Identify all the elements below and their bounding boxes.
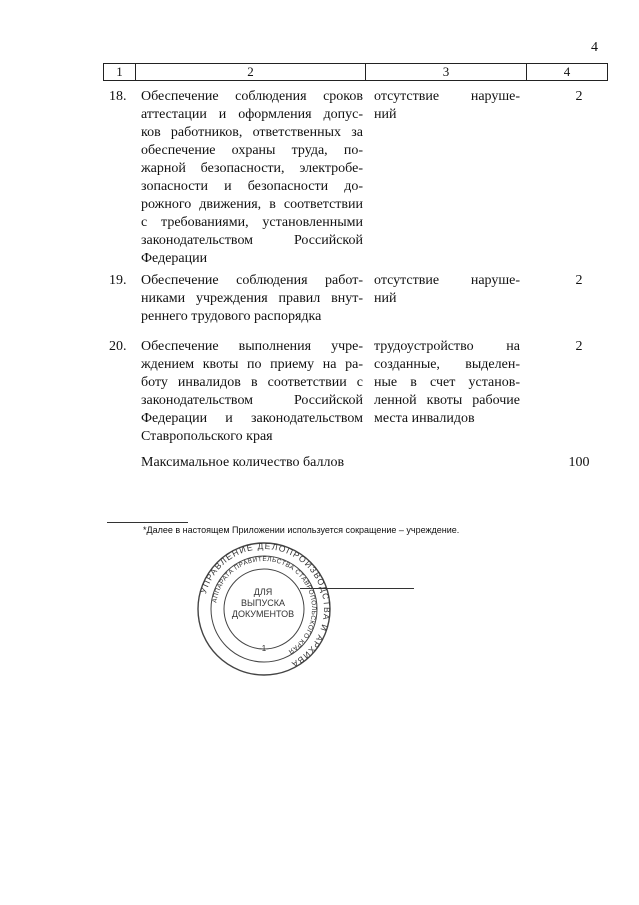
- stamp-ring-text: АППАРАТА ПРАВИТЕЛЬСТВА СТАВРОПОЛЬСКОГО КРАЯ: [211, 555, 318, 655]
- row-number: 20.: [109, 339, 127, 354]
- criterion-line: созданные, выделен-: [374, 357, 520, 372]
- column-header-2: 2: [136, 64, 366, 81]
- row-description: [141, 88, 363, 268]
- description-line: Федерации и законодательством: [141, 411, 363, 426]
- description-line: Обеспечение соблюдения работ-: [141, 273, 363, 288]
- column-header-3: 3: [366, 64, 527, 81]
- description-line: Обеспечение соблюдения сроков: [141, 89, 363, 104]
- description-line: боту инвалидов в соответствии с: [141, 375, 363, 390]
- criterion-line: ний: [374, 291, 397, 306]
- row-criterion: [374, 272, 520, 308]
- description-line: с требованиями, установленными: [141, 215, 363, 230]
- footnote-divider: [107, 522, 188, 523]
- row-criterion: [374, 88, 520, 124]
- description-line: Обеспечение выполнения учре-: [141, 339, 363, 354]
- criterion-line: отсутствие наруше-: [374, 273, 520, 288]
- row-criterion: [374, 338, 520, 428]
- row-number: 19.: [109, 273, 127, 288]
- row-number: 18.: [109, 89, 127, 104]
- criterion-line: ленной квоты рабочие: [374, 393, 520, 408]
- column-header-1: 1: [104, 64, 136, 81]
- description-line: законодательством Российской: [141, 233, 363, 248]
- description-line: никами учреждения правил внут-: [141, 291, 363, 306]
- description-line: Ставропольского края: [141, 429, 273, 444]
- criterion-line: ные в счет установ-: [374, 375, 520, 390]
- total-value: 100: [568, 455, 590, 470]
- row-points: 2: [575, 273, 583, 288]
- criterion-line: отсутствие наруше-: [374, 89, 520, 104]
- row-description: [141, 338, 363, 446]
- column-header-table: [103, 63, 608, 81]
- row-points: 2: [575, 339, 583, 354]
- criterion-line: трудоустройство на: [374, 339, 520, 354]
- description-line: зопасности и безопасности до-: [141, 179, 363, 194]
- criterion-line: места инвалидов: [374, 411, 475, 426]
- description-line: жарной безопасности, электробе-: [141, 161, 363, 176]
- description-line: аттестации и оформления допус-: [141, 107, 363, 122]
- criterion-line: ний: [374, 107, 397, 122]
- page-number: 4: [591, 40, 598, 55]
- description-line: обеспечение охраны труда, по-: [141, 143, 363, 158]
- description-line: рожного движения, в соответствии: [141, 197, 363, 212]
- description-line: ждением квоты по приему на ра-: [141, 357, 363, 372]
- row-points: 2: [575, 89, 583, 104]
- row-description: [141, 272, 363, 326]
- stamp-number: -1-: [259, 644, 269, 653]
- description-line: Федерации: [141, 251, 208, 266]
- total-label: Максимальное количество баллов: [141, 455, 345, 470]
- stamp-center-line: ВЫПУСКА: [241, 598, 285, 608]
- column-header-4: 4: [527, 64, 608, 81]
- stamp-center-line: ДОКУМЕНТОВ: [231, 609, 295, 619]
- description-line: законодательством Российской: [141, 393, 363, 408]
- description-line: ков работников, ответственных за: [141, 125, 363, 140]
- stamp-center-text: [228, 587, 298, 620]
- footnote: *Далее в настоящем Приложении используется сокращение – учреждение.: [143, 525, 460, 535]
- description-line: реннего трудового распорядка: [141, 309, 322, 324]
- stamp-center-line: ДЛЯ: [253, 587, 273, 597]
- stamp-outer-text: УПРАВЛЕНИЕ ДЕЛОПРОИЗВОДСТВА И АРХИВА: [198, 541, 333, 671]
